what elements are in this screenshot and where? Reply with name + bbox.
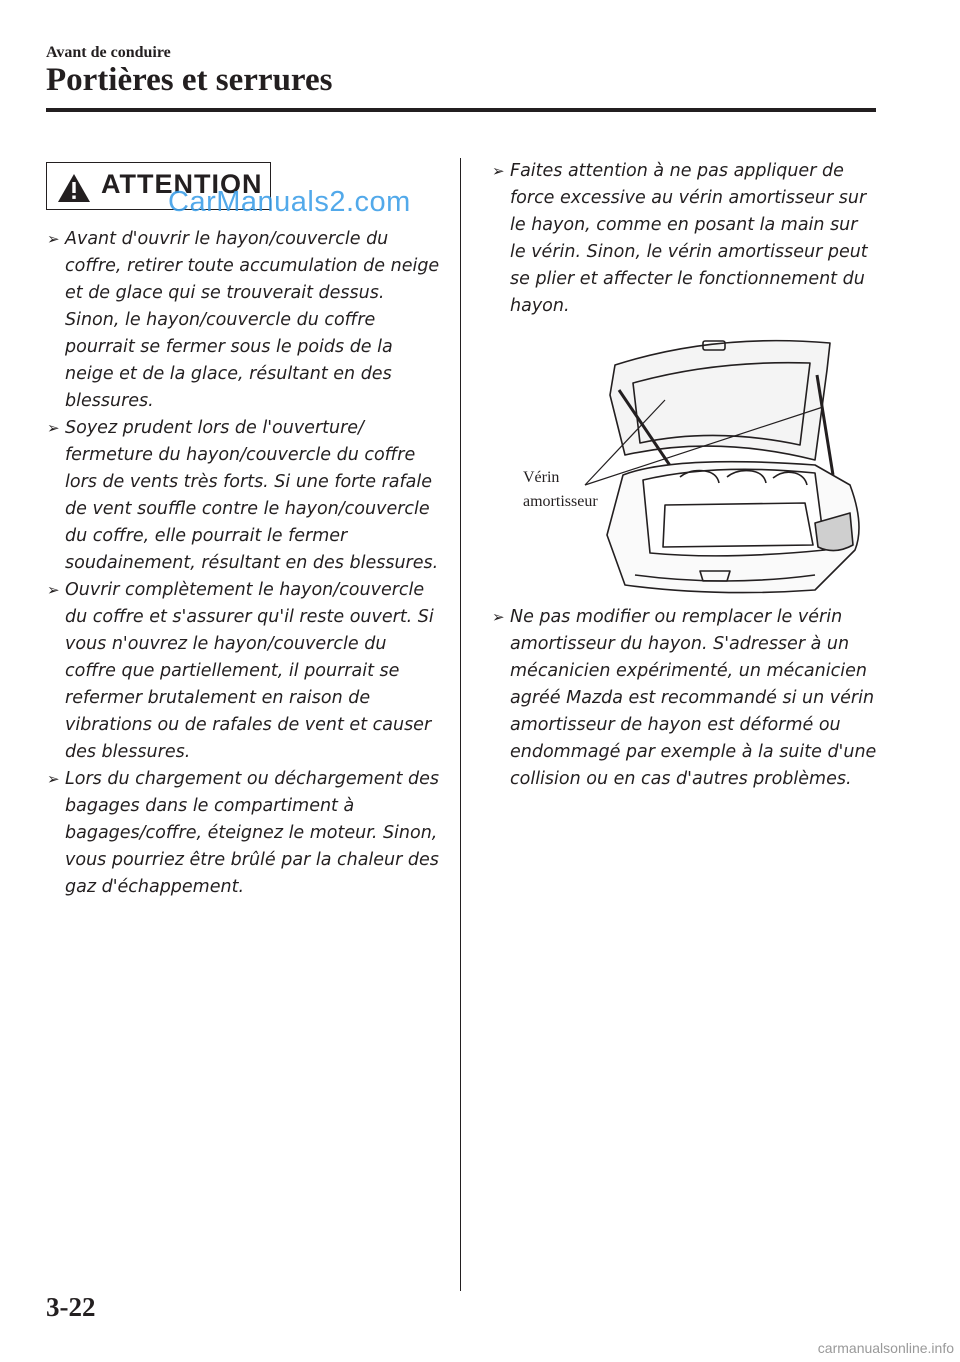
list-item: ➢ Ouvrir complètement le hayon/couvercle du coffre et s'assurer qu'il reste ouvert. Si vous n'ouvrez le hayon/couvercle du coffre que partiellement, il pourrait se refermer brutalement en raison de vibrations ou de rafales de vent et causer des blessures.: [47, 577, 442, 766]
arrow-bullet-icon: ➢: [47, 581, 60, 599]
attention-label: ATTENTION: [101, 169, 263, 199]
arrow-bullet-icon: ➢: [47, 419, 60, 437]
warning-icon: [57, 173, 91, 203]
watermark: CarManuals2.com: [168, 186, 411, 218]
arrow-bullet-icon: ➢: [492, 162, 505, 180]
page-title: Portières et serrures: [46, 62, 333, 98]
footer-link[interactable]: carmanualsonline.info: [817, 1340, 954, 1356]
section-heading: Avant de conduire: [46, 44, 171, 61]
title-rule: [46, 108, 876, 112]
list-item: ➢ Ne pas modifier ou remplacer le vérin amortisseur du hayon. S'adresser à un mécanicien expérimenté, un mécanicien agréé Mazda est recommandé si un vérin amortisseur de hayon est déformé ou endommagé par exemple à la suite d'une collision ou en cas d'autres problèmes.: [492, 604, 877, 793]
strut-label-line2: amortisseur: [523, 493, 598, 510]
strut-label-line1: Vérin: [523, 469, 560, 486]
car-rear-drawing: [515, 335, 865, 597]
list-item: ➢ Avant d'ouvrir le hayon/couvercle du coffre, retirer toute accumulation de neige et de glace qui se trouverait dessus. Sinon, le hayon/couvercle du coffre pourrait se fermer sous le poids de la neige et de la glace, résultant en des blessures.: [47, 226, 442, 415]
page-number: 3-22: [46, 1292, 96, 1322]
list-item: ➢ Lors du chargement ou déchargement des bagages dans le compartiment à bagages/coffre, éteignez le moteur. Sinon, vous pourriez être brûlé par la chaleur des gaz d'échappement.: [47, 766, 442, 901]
tailgate-illustration: [515, 335, 865, 597]
right-warning-list-bottom: [492, 604, 877, 793]
arrow-bullet-icon: ➢: [47, 230, 60, 248]
list-item: ➢ Faites attention à ne pas appliquer de force excessive au vérin amortisseur sur le hayon, comme en posant la main sur le vérin. Sinon, le vérin amortisseur peut se plier et affecter le fonctionnement du hayon.: [492, 158, 877, 320]
list-item: ➢ Soyez prudent lors de l'ouverture/ fermeture du hayon/couvercle du coffre lors de vents très forts. Si une forte rafale de vent souffle contre le hayon/couvercle du coffre, elle pourrait le fermer soudainement, résultant en des blessures.: [47, 415, 442, 577]
right-warning-list-top: [492, 158, 877, 320]
left-warning-list: [47, 226, 442, 901]
arrow-bullet-icon: ➢: [47, 770, 60, 788]
column-divider: [460, 158, 461, 1291]
arrow-bullet-icon: ➢: [492, 608, 505, 626]
